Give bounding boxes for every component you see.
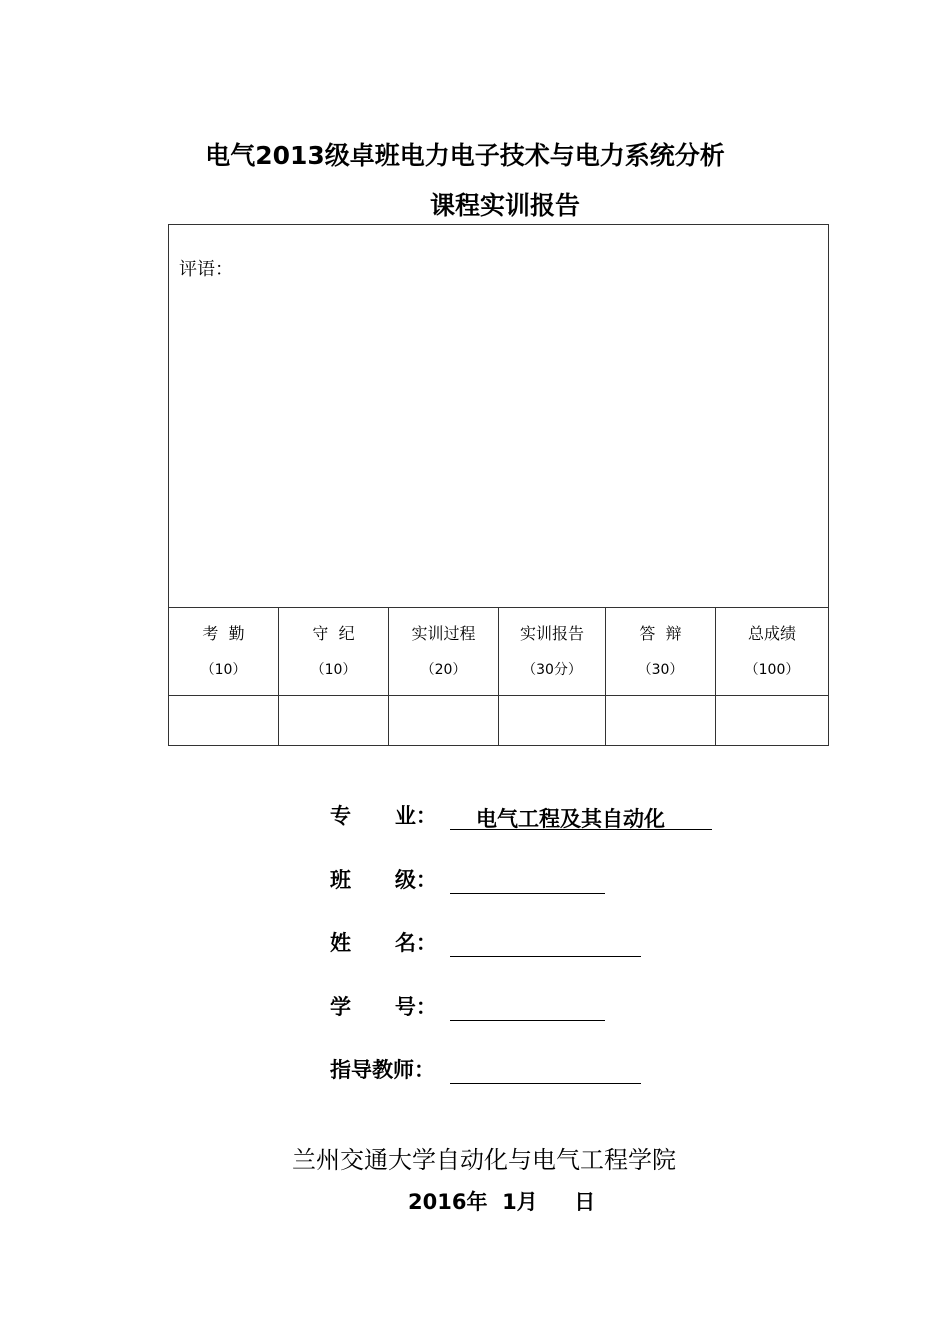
grade-header-row <box>169 608 829 696</box>
grade-header-name: 考 勤 <box>202 624 245 643</box>
grade-value-discipline[interactable] <box>279 696 389 746</box>
grade-header-defense <box>606 608 716 696</box>
grade-header-name: 实训过程 <box>411 624 476 643</box>
id-field[interactable] <box>450 994 605 1021</box>
grade-value-defense[interactable] <box>606 696 716 746</box>
grade-header-score: （10） <box>310 662 357 678</box>
grade-value-attendance[interactable] <box>169 696 279 746</box>
grade-header-discipline <box>279 608 389 696</box>
info-row-id <box>330 991 605 1021</box>
grade-header-process <box>389 608 499 696</box>
report-date: 2016年 1月 日 <box>408 1190 596 1214</box>
id-label: 学 号： <box>330 995 437 1019</box>
grade-header-score: （20） <box>420 662 467 678</box>
name-field[interactable] <box>450 930 641 957</box>
grade-header-attendance <box>169 608 279 696</box>
grade-header-score: （30） <box>637 662 684 678</box>
info-row-major <box>330 800 712 830</box>
comment-label: 评语： <box>179 259 233 280</box>
report-title-line2: 课程实训报告 <box>429 191 580 220</box>
grade-header-name: 实训报告 <box>519 624 584 643</box>
info-row-advisor <box>330 1054 641 1084</box>
report-title-line1: 电气2013级卓班电力电子技术与电力系统分析 <box>205 141 725 170</box>
comment-cell[interactable] <box>169 225 829 608</box>
grade-header-score: （10） <box>200 662 247 678</box>
school-name: 兰州交通大学自动化与电气工程学院 <box>292 1146 676 1174</box>
name-label: 姓 名： <box>330 931 437 955</box>
class-field[interactable] <box>450 867 605 894</box>
grade-header-score: （100） <box>744 662 800 678</box>
class-label: 班 级： <box>330 868 437 892</box>
major-label: 专 业： <box>330 804 437 828</box>
grade-header-report <box>499 608 606 696</box>
grade-value-total[interactable] <box>716 696 829 746</box>
advisor-field[interactable] <box>450 1057 641 1084</box>
grade-header-name: 答 辩 <box>639 624 682 643</box>
advisor-label: 指导教师： <box>330 1058 435 1082</box>
info-row-class <box>330 864 605 894</box>
grade-table <box>168 224 829 746</box>
grade-header-total <box>716 608 829 696</box>
grade-header-name: 总成绩 <box>748 624 797 643</box>
grade-value-report[interactable] <box>499 696 606 746</box>
major-field[interactable] <box>450 803 712 830</box>
grade-value-process[interactable] <box>389 696 499 746</box>
major-value: 电气工程及其自动化 <box>476 807 665 831</box>
grade-header-name: 守 纪 <box>312 624 355 643</box>
grade-header-score: （30分） <box>522 662 582 678</box>
grade-value-row <box>169 696 829 746</box>
info-row-name <box>330 927 641 957</box>
